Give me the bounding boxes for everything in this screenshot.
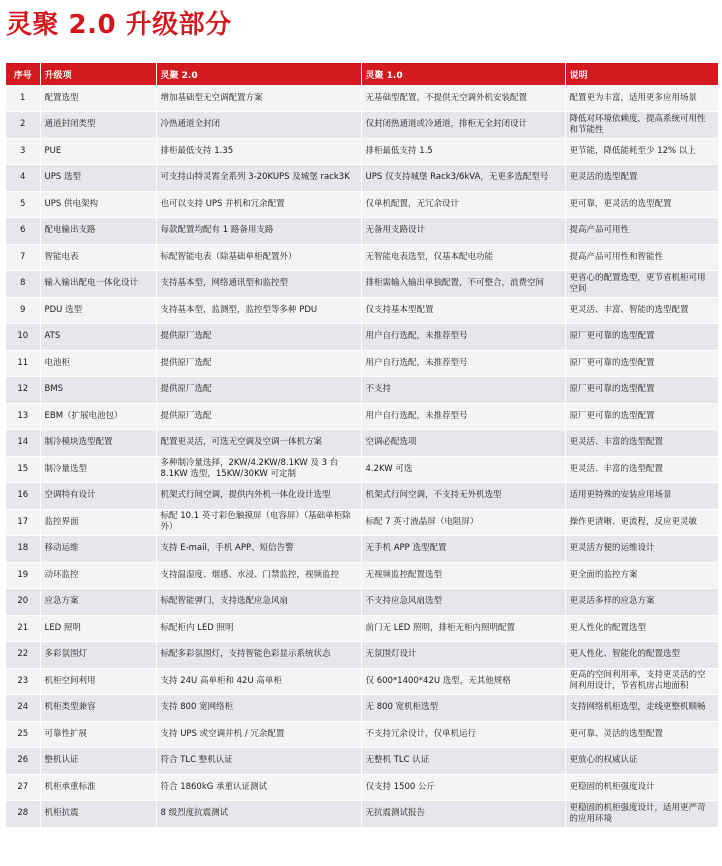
cell-v2: 标配智能电表（除基础单柜配置外） — [156, 244, 361, 271]
table-row — [6, 589, 718, 616]
table-row — [6, 430, 718, 457]
cell-v1: 不支持冗余设计，仅单机运行 — [361, 721, 565, 748]
cell-v1: 仅 600*1400*42U 选型，无其他规格 — [361, 668, 565, 695]
cell-item: 多彩氛围灯 — [40, 642, 156, 669]
cell-v2: 冷热通道全封闭 — [156, 112, 361, 139]
cell-index: 11 — [6, 350, 40, 377]
cell-item: 配电输出支路 — [40, 218, 156, 245]
table-row — [6, 403, 718, 430]
table-row — [6, 218, 718, 245]
cell-v2: 提供原厂选配 — [156, 324, 361, 351]
cell-item: 制冷量选型 — [40, 456, 156, 483]
table-row — [6, 668, 718, 695]
cell-v2: 标配 10.1 英寸彩色触摸屏（电容屏）（基础单柜除外） — [156, 509, 361, 536]
header-v1: 灵聚 1.0 — [361, 63, 565, 85]
cell-v2: 配置更灵活，可选无空调及空调一体机方案 — [156, 430, 361, 457]
cell-index: 5 — [6, 191, 40, 218]
cell-index: 21 — [6, 615, 40, 642]
cell-v1: 不支持应急风扇选型 — [361, 589, 565, 616]
table-row — [6, 456, 718, 483]
table-row — [6, 695, 718, 722]
cell-v2: 标配智能弹门，支持选配应急风扇 — [156, 589, 361, 616]
cell-v1: UPS 仅支持城堡 Rack3/6kVA，无更多选配型号 — [361, 165, 565, 192]
cell-index: 16 — [6, 483, 40, 510]
cell-index: 25 — [6, 721, 40, 748]
cell-note: 更灵活、丰富、智能的选型配置 — [565, 297, 718, 324]
cell-index: 18 — [6, 536, 40, 563]
cell-item: LED 照明 — [40, 615, 156, 642]
cell-v1: 不支持 — [361, 377, 565, 404]
cell-v1: 标配 7 英寸液晶屏（电阻屏） — [361, 509, 565, 536]
cell-index: 24 — [6, 695, 40, 722]
table-row — [6, 165, 718, 192]
cell-index: 4 — [6, 165, 40, 192]
table-row — [6, 562, 718, 589]
table-row — [6, 642, 718, 669]
cell-v2: 标配多彩氛围灯，支持智能色彩显示系统状态 — [156, 642, 361, 669]
cell-item: UPS 供电架构 — [40, 191, 156, 218]
cell-item: ATS — [40, 324, 156, 351]
cell-v1: 用户自行选配，未推荐型号 — [361, 403, 565, 430]
table-body — [6, 85, 718, 827]
table-row — [6, 801, 718, 828]
cell-item: 输入输出配电一体化设计 — [40, 271, 156, 298]
cell-index: 14 — [6, 430, 40, 457]
cell-item: 配置选型 — [40, 85, 156, 112]
cell-item: 整机认证 — [40, 748, 156, 775]
cell-note: 提高产品可用性和智能性 — [565, 244, 718, 271]
table-row — [6, 721, 718, 748]
cell-v1: 无 800 宽机柜选型 — [361, 695, 565, 722]
table-row — [6, 112, 718, 139]
cell-v2: 提供原厂选配 — [156, 403, 361, 430]
cell-item: 空调特有设计 — [40, 483, 156, 510]
cell-item: 动环监控 — [40, 562, 156, 589]
table-row — [6, 350, 718, 377]
cell-item: 应急方案 — [40, 589, 156, 616]
cell-v1: 仅支持基本型配置 — [361, 297, 565, 324]
table-row — [6, 138, 718, 165]
cell-index: 7 — [6, 244, 40, 271]
cell-note: 更灵活、丰富的选型配置 — [565, 430, 718, 457]
cell-v1: 仅支持 1500 公斤 — [361, 774, 565, 801]
cell-v1: 无智能电表选型，仅基本配电功能 — [361, 244, 565, 271]
cell-note: 原厂更可靠的选型配置 — [565, 377, 718, 404]
table-row — [6, 748, 718, 775]
cell-v2: 增加基础型无空调配置方案 — [156, 85, 361, 112]
cell-note: 更灵活多样的应急方案 — [565, 589, 718, 616]
cell-item: 机柜抗震 — [40, 801, 156, 828]
cell-note: 更可靠，更灵活的选型配置 — [565, 191, 718, 218]
table-row — [6, 85, 718, 112]
cell-note: 降低对环境依赖度，提高系统可用性和节能性 — [565, 112, 718, 139]
cell-note: 更可靠、灵活的选型配置 — [565, 721, 718, 748]
cell-index: 2 — [6, 112, 40, 139]
cell-v1: 机架式行间空调，不支持无外机选型 — [361, 483, 565, 510]
table-row — [6, 244, 718, 271]
cell-item: 制冷模块选型配置 — [40, 430, 156, 457]
header-note: 说明 — [565, 63, 718, 85]
table-row — [6, 483, 718, 510]
cell-item: BMS — [40, 377, 156, 404]
cell-v2: 支持基本型，网络通讯型和监控型 — [156, 271, 361, 298]
cell-v1: 仅单机配置，无冗余设计 — [361, 191, 565, 218]
cell-item: 智能电表 — [40, 244, 156, 271]
cell-index: 19 — [6, 562, 40, 589]
cell-v2: 支持 UPS 或空调并机 / 冗余配置 — [156, 721, 361, 748]
cell-v2: 符合 TLC 整机认证 — [156, 748, 361, 775]
cell-v1: 前门无 LED 照明，排柜无柜内照明配置 — [361, 615, 565, 642]
cell-item: 机柜类型兼容 — [40, 695, 156, 722]
cell-v1: 无整机 TLC 认证 — [361, 748, 565, 775]
cell-v1: 排柜最低支持 1.5 — [361, 138, 565, 165]
header-item: 升级项 — [40, 63, 156, 85]
table-row — [6, 509, 718, 536]
cell-item: 机柜承重标准 — [40, 774, 156, 801]
cell-index: 12 — [6, 377, 40, 404]
cell-item: 电池柜 — [40, 350, 156, 377]
cell-v2: 多种制冷量选择，2KW/4.2KW/8.1KW 及 3 台 8.1KW 选型，15KW/30KW 可定制 — [156, 456, 361, 483]
cell-v1: 无基础型配置，不提供无空调外机安装配置 — [361, 85, 565, 112]
cell-note: 更稳固的机柜强度设计，适用更严苛的应用环境 — [565, 801, 718, 828]
cell-v2: 可支持山特灵霄全系列 3-20KUPS 及城堡 rack3K — [156, 165, 361, 192]
cell-note: 更人性化、智能化的配置选型 — [565, 642, 718, 669]
cell-v2: 也可以支持 UPS 并机和冗余配置 — [156, 191, 361, 218]
cell-index: 22 — [6, 642, 40, 669]
cell-item: 移动运维 — [40, 536, 156, 563]
cell-v2: 提供原厂选配 — [156, 377, 361, 404]
cell-index: 10 — [6, 324, 40, 351]
cell-v2: 符合 1860kG 承重认证测试 — [156, 774, 361, 801]
cell-v2: 机架式行间空调，提供内外机一体化设计选型 — [156, 483, 361, 510]
cell-v1: 无手机 APP 选型配置 — [361, 536, 565, 563]
cell-note: 更节能，降低能耗至少 12% 以上 — [565, 138, 718, 165]
cell-index: 13 — [6, 403, 40, 430]
cell-index: 20 — [6, 589, 40, 616]
cell-v2: 8 级烈度抗震测试 — [156, 801, 361, 828]
cell-v1: 空调必配选项 — [361, 430, 565, 457]
cell-note: 更省心的配置选型，更节省机柜可用空间 — [565, 271, 718, 298]
cell-index: 26 — [6, 748, 40, 775]
cell-index: 1 — [6, 85, 40, 112]
cell-v1: 无氛围灯设计 — [361, 642, 565, 669]
cell-v1: 排柜需输入输出单独配置，不可整合，浪费空间 — [361, 271, 565, 298]
cell-v2: 支持温湿度、烟感、水浸、门禁监控，视频监控 — [156, 562, 361, 589]
cell-item: 机柜空间利用 — [40, 668, 156, 695]
cell-v2: 排柜最低支持 1.35 — [156, 138, 361, 165]
cell-note: 更高的空间利用率，支持更灵活的空间利用设计，节省机房占地面积 — [565, 668, 718, 695]
cell-item: 监控界面 — [40, 509, 156, 536]
cell-v1: 4.2KW 可选 — [361, 456, 565, 483]
table-row — [6, 297, 718, 324]
cell-item: PUE — [40, 138, 156, 165]
cell-v2: 支持 E-mail，手机 APP、短信告警 — [156, 536, 361, 563]
upgrade-table — [6, 63, 719, 828]
cell-v2: 提供原厂选配 — [156, 350, 361, 377]
cell-note: 更全面的监控方案 — [565, 562, 718, 589]
cell-index: 8 — [6, 271, 40, 298]
cell-index: 6 — [6, 218, 40, 245]
table-header-row — [6, 63, 718, 85]
cell-note: 更灵活方便的运维设计 — [565, 536, 718, 563]
cell-index: 9 — [6, 297, 40, 324]
cell-note: 更人性化的配置选型 — [565, 615, 718, 642]
cell-item: EBM（扩展电池包） — [40, 403, 156, 430]
cell-note: 适用更特殊的安装应用场景 — [565, 483, 718, 510]
cell-v2: 支持基本型，监测型，监控型等多种 PDU — [156, 297, 361, 324]
table-row — [6, 271, 718, 298]
cell-item: 可靠性扩展 — [40, 721, 156, 748]
cell-index: 23 — [6, 668, 40, 695]
table-row — [6, 377, 718, 404]
cell-note: 更灵活、丰富的选型配置 — [565, 456, 718, 483]
cell-index: 15 — [6, 456, 40, 483]
table-row — [6, 615, 718, 642]
cell-v1: 仅封闭热通道或冷通道，排柜无全封闭设计 — [361, 112, 565, 139]
cell-index: 28 — [6, 801, 40, 828]
cell-note: 提高产品可用性 — [565, 218, 718, 245]
page-title: 灵聚 2.0 升级部分 — [6, 10, 232, 40]
header-index: 序号 — [6, 63, 40, 85]
cell-index: 17 — [6, 509, 40, 536]
table-row — [6, 774, 718, 801]
table-row — [6, 536, 718, 563]
cell-v1: 无抗震测试报告 — [361, 801, 565, 828]
cell-note: 配置更为丰富，适用更多应用场景 — [565, 85, 718, 112]
cell-index: 27 — [6, 774, 40, 801]
table-row — [6, 191, 718, 218]
cell-note: 支持网络机柜选型，走线更整机顺畅 — [565, 695, 718, 722]
cell-note: 更放心的权威认证 — [565, 748, 718, 775]
cell-v2: 每款配置均配有 1 路备用支路 — [156, 218, 361, 245]
cell-item: PDU 选型 — [40, 297, 156, 324]
cell-item: UPS 选型 — [40, 165, 156, 192]
cell-v1: 无备用支路设计 — [361, 218, 565, 245]
cell-v1: 用户自行选配，未推荐型号 — [361, 350, 565, 377]
table-row — [6, 324, 718, 351]
cell-note: 原厂更可靠的选型配置 — [565, 403, 718, 430]
cell-v1: 用户自行选配，未推荐型号 — [361, 324, 565, 351]
cell-v1: 无视频监控配置选型 — [361, 562, 565, 589]
cell-v2: 标配柜内 LED 照明 — [156, 615, 361, 642]
cell-v2: 支持 800 宽网络柜 — [156, 695, 361, 722]
cell-v2: 支持 24U 高单柜和 42U 高单柜 — [156, 668, 361, 695]
cell-note: 原厂更可靠的选型配置 — [565, 324, 718, 351]
cell-note: 更稳固的机柜强度设计 — [565, 774, 718, 801]
cell-note: 更灵活的选型配置 — [565, 165, 718, 192]
cell-index: 3 — [6, 138, 40, 165]
cell-note: 操作更清晰、更流程，反应更灵敏 — [565, 509, 718, 536]
cell-item: 通道封闭类型 — [40, 112, 156, 139]
cell-note: 原厂更可靠的选型配置 — [565, 350, 718, 377]
header-v2: 灵聚 2.0 — [156, 63, 361, 85]
